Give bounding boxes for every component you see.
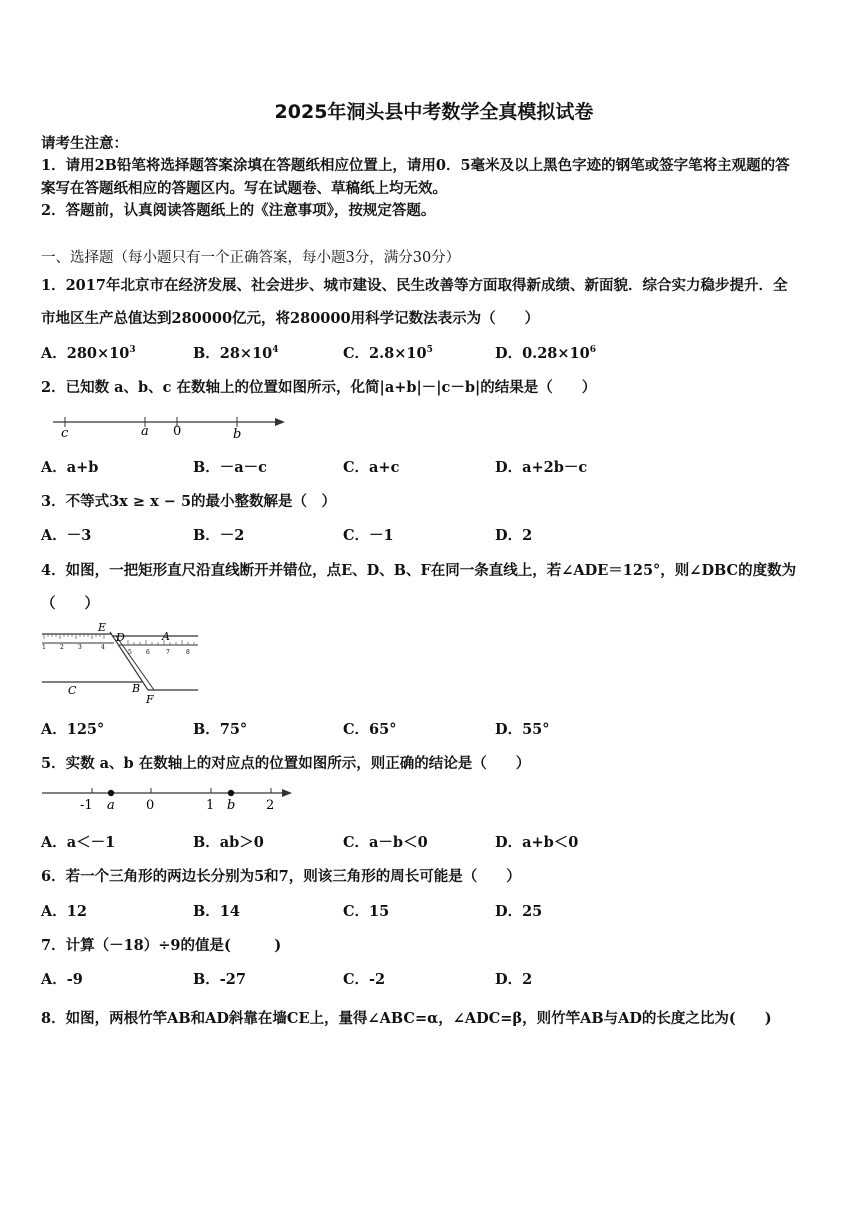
option-c: C．15 [343, 903, 390, 920]
point-label-B: B [132, 682, 141, 695]
question-text: 市地区生产总值达到280000亿元，将280000用科学记数法表示为（ ） [41, 310, 540, 327]
question-text: 8．如图，两根竹竿AB和AD斜靠在墙CE上，量得∠ABC=α，∠ADC=β，则竹竿AB与AD的长度之比为( ) [41, 1010, 772, 1027]
question-text: 3．不等式3x ≥ x − 5的最小整数解是（ ） [41, 493, 337, 510]
question-text: 1．2017年北京市在经济发展、社会进步、城市建设、民生改善等方面取得新成绩、新面貌．综合实力稳步提升．全 [41, 277, 788, 294]
option-d: D．55° [495, 721, 550, 738]
question-text: 4．如图，一把矩形直尺沿直线断开并错位，点E、D、B、F在同一条直线上，若∠ADE＝125°，则∠DBC的度数为 [41, 562, 797, 579]
option-d: D．2 [495, 971, 533, 988]
option-c: C．a－b＜0 [343, 834, 428, 851]
axis-label-0: 0 [173, 424, 182, 439]
option-d: D．2 [495, 527, 533, 544]
axis-number: -1 [80, 798, 93, 813]
option-a: A．－3 [41, 527, 92, 544]
point-label-E: E [98, 622, 107, 634]
question-text: 5．实数 a、b 在数轴上的对应点的位置如图所示，则正确的结论是（ ） [41, 755, 531, 772]
point-label-D: D [116, 631, 125, 644]
option-c: C．-2 [343, 971, 386, 988]
axis-label-c: c [61, 426, 69, 441]
option-b: B．ab＞0 [193, 834, 264, 851]
option-a: A．$280\times 10^3$ [41, 345, 136, 362]
option-b: B．-27 [193, 971, 246, 988]
axis-number: 2 [266, 798, 275, 813]
axis-label-b: b [233, 427, 242, 442]
option-a: A．-9 [41, 971, 83, 988]
option-c: C．a+c [343, 459, 400, 476]
option-c: C．－1 [343, 527, 394, 544]
point-label-A: A [162, 630, 170, 643]
notice-line: 2．答题前，认真阅读答题纸上的《注意事项》，按规定答题。 [41, 202, 436, 219]
question-text: 6．若一个三角形的两边长分别为5和7，则该三角形的周长可能是（ ） [41, 868, 521, 885]
option-d: D．a+2b－c [495, 459, 588, 476]
section-heading: 一、选择题（每小题只有一个正确答案，每小题3分，满分30分） [41, 250, 461, 266]
point-label-C: C [68, 684, 77, 697]
axis-number: 1 [206, 798, 215, 813]
question-text: 7．计算（－18）÷9的值是( ) [41, 937, 282, 954]
point-label-F: F [146, 693, 154, 706]
notice-line: 案写在答题纸相应的答题区内。写在试题卷、草稿纸上均无效。 [41, 180, 447, 197]
axis-letter-a: a [107, 798, 115, 813]
option-d: D．a+b＜0 [495, 834, 579, 851]
option-b: B．－2 [193, 527, 245, 544]
option-a: A．12 [41, 903, 87, 920]
option-b: B．75° [193, 721, 248, 738]
ruler-tick: 4 [101, 644, 105, 651]
axis-number: 0 [146, 798, 155, 813]
option-b: B．－a－c [193, 459, 267, 476]
option-a: A．a+b [41, 459, 99, 476]
axis-label-a: a [141, 424, 149, 439]
option-c: C．$2.8\times 10^5$ [343, 345, 433, 362]
notice-line: 1．请用2B铅笔将选择题答案涂填在答题纸相应位置上，请用0．5毫米及以上黑色字迹的钢笔或签字笔将主观题的答 [41, 157, 790, 174]
option-b: B．$28\times 10^4$ [193, 345, 279, 362]
ruler-tick: 7 [166, 649, 170, 656]
option-d: D．25 [495, 903, 543, 920]
question-text: 2．已知数 a、b、c 在数轴上的位置如图所示，化简|a+b|－|c－b|的结果是（ ） [41, 379, 597, 396]
axis-letter-b: b [227, 798, 236, 813]
ruler-figure [38, 622, 203, 708]
ruler-tick: 6 [146, 649, 150, 656]
option-a: A．a＜－1 [41, 834, 116, 851]
number-line-figure [45, 408, 295, 444]
number-line-figure [38, 783, 300, 817]
option-c: C．65° [343, 721, 397, 738]
option-d: D．$0.28\times 10^6$ [495, 345, 596, 362]
ruler-tick: 5 [128, 649, 132, 656]
ruler-tick: 1 [42, 644, 46, 651]
notice-heading: 请考生注意： [41, 135, 128, 152]
page-title: 2025年洞头县中考数学全真模拟试卷 [274, 101, 594, 123]
ruler-tick: 8 [186, 649, 190, 656]
option-a: A．125° [41, 721, 105, 738]
option-b: B．14 [193, 903, 240, 920]
ruler-tick: 3 [78, 644, 82, 651]
question-text: （ ） [41, 595, 99, 612]
ruler-tick: 2 [60, 644, 64, 651]
